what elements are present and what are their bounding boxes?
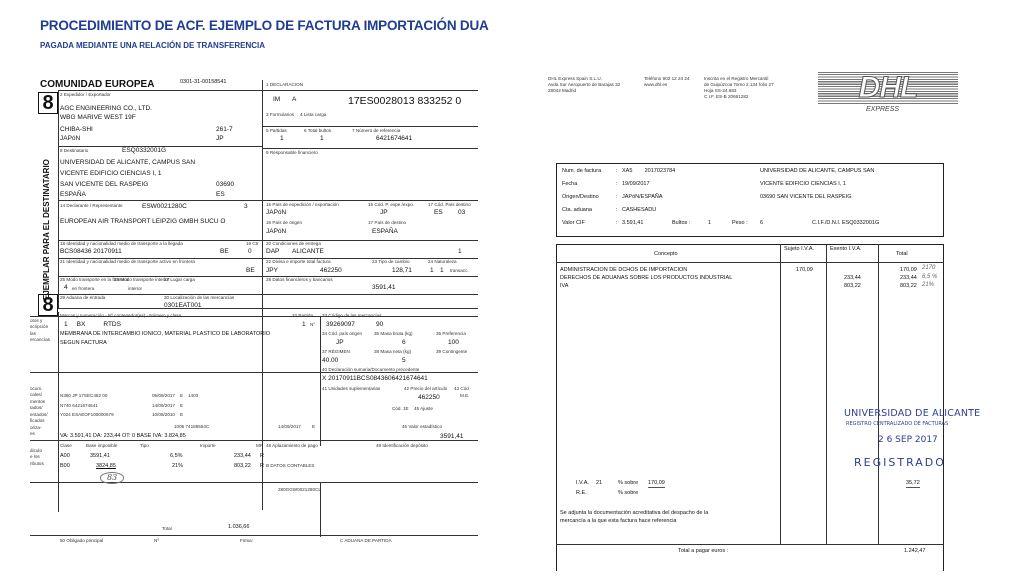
sup-units-label: 41 Unidades suplementarias — [322, 386, 381, 391]
nature-label: 24 Naturaleza — [428, 259, 457, 264]
exporter-line-1: AGC ENGINEERING CO., LTD. — [60, 105, 152, 112]
dhl-invoice-date: 19/09/2017 — [622, 181, 650, 187]
orig-code-label: 34 Cód. país origen — [322, 331, 363, 336]
doc-date: 14/09/2017 — [278, 424, 301, 429]
doc-row-2-e: E — [180, 403, 184, 408]
dhl-contact-2: www.dhl.es — [644, 82, 668, 87]
delivery-terms: DAP — [266, 248, 280, 255]
goods-description-2: SEGUN FACTURA — [60, 340, 107, 346]
fam-value: 1 — [280, 135, 284, 142]
exporter-label: 2 Expedidor / Exportador — [60, 92, 111, 97]
declarante-id: ESW0021280C — [142, 203, 187, 210]
dhl-re-label: R.E. — [576, 490, 587, 496]
dhl-concept-2-total: 233,44 — [900, 275, 917, 281]
dhl-info-box — [556, 163, 944, 237]
dhl-company-1: DHL Express Spain S.L.U. — [548, 76, 602, 81]
marks-label: Marcas y numeración - Nº contenedor(es) - Número y clase — [60, 313, 182, 318]
va-line: VA: 3.591,41 DA: 233,44 OT: 0 BASE IVA: 3.824,85 — [60, 433, 186, 439]
signature-label: Firma: — [240, 538, 254, 543]
tax-row-2-amount: 803,22 — [234, 463, 251, 469]
tax-row-1-amount: 233,44 — [234, 453, 251, 459]
refno-label: 7 Número de referencia — [352, 128, 401, 133]
dhl-registry-4: C.I.F. ES-B 20661282 — [704, 94, 749, 99]
accounting-value: 280GGW0021280CL — [278, 487, 321, 492]
prev-doc-value: X 20170911BCS0843606421674641 — [322, 375, 428, 382]
goods-side-label: otos y scripción las ercancías — [30, 318, 50, 343]
dhl-col-exento: Exento I.V.A. — [830, 246, 862, 252]
tax-row-1-mp: R — [260, 453, 264, 459]
tax-row-1-class: A00 — [60, 453, 70, 459]
tax-header-amount: Importe — [200, 443, 216, 448]
dhl-peso-value: 6 — [760, 220, 764, 226]
dhl-cif-label: Valor CIF — [562, 220, 585, 226]
destinatario-postal: 03690 — [216, 181, 235, 188]
tax-header-base: Base imponible — [86, 443, 118, 448]
dhl-logo: DHL — [818, 72, 958, 104]
dhl-total-value: 1.242,47 — [904, 548, 926, 554]
dhl-contact-1: Teléfono 902 12 24 24 — [644, 76, 690, 81]
mode-border-value: 4 — [64, 284, 68, 291]
price-label: 42 Precio del artículo — [404, 386, 448, 391]
dhl-iva-label: I.V.A. — [576, 480, 589, 486]
dhl-company-3: 28042 Madrid — [548, 88, 577, 93]
doc-row-1-extra: 1403 — [188, 393, 199, 398]
dhl-origin-destination: JAPóN/ESPAÑA — [622, 194, 663, 200]
cod-vm-label: Cód. 1E — [392, 406, 409, 411]
forms-label: 3 Formularios — [266, 112, 295, 117]
delivery-n: 1 — [458, 248, 462, 255]
dhl-col-sujeto: Sujeto I.V.A. — [784, 246, 815, 252]
dhl-concept-2-desc: DERECHOS DE ADUANAS SOBRE LOS PRODUCTOS INDUSTRIAL — [560, 275, 733, 281]
quota-label: 39 Contingente — [436, 349, 468, 354]
dhl-registry-1: Inscrita en el Registro Mercantil — [704, 76, 769, 81]
dhl-concept-1-sujeto: 170,09 — [796, 267, 813, 273]
dhl-cif-value: 3.591,41 — [622, 220, 644, 226]
tax-row-1-base: 3591,41 — [90, 453, 110, 459]
mode-int-value: interior — [128, 286, 143, 291]
transport-be: BE — [220, 248, 229, 255]
dua-heading: COMUNIDAD EUROPEA — [40, 79, 155, 90]
item-n: N° — [310, 322, 316, 327]
exporter-line-3: CHIBA-SHI — [60, 126, 93, 133]
margin-note-2: 6,5 % — [922, 274, 938, 280]
respfin-label: 9 Responsable financiero — [266, 150, 318, 155]
customs-label: C ADUANA DE PARTIDA — [340, 538, 392, 543]
dhl-company-2: Avda Sur Aeropuerto de Barajas 32 — [548, 82, 621, 87]
destcountry-label: 17 País de destino — [368, 220, 407, 225]
tax-row-2-mp: R — [260, 463, 264, 469]
dhl-invoice-number: XA5 2017023784 — [622, 168, 676, 174]
destinatario-line-2: VICENTE EDIFICIO CIENCIAS I, 1 — [60, 170, 162, 177]
doc-row-3-date: 10/08/2010 — [152, 412, 175, 417]
dhl-col-total: Total — [896, 251, 908, 257]
dhl-client-1: UNIVERSIDAD DE ALICANTE, CAMPUS SAN — [760, 168, 875, 174]
tax-header-mp: MP — [256, 443, 263, 448]
dua-copy-number: 8 — [38, 92, 58, 114]
net-value: 5 — [402, 357, 406, 364]
dua-vertical-label: EJEMPLAR PARA EL DESTINATARIO — [42, 159, 51, 300]
page-subtitle: PAGADA MEDIANTE UNA RELACIÓN DE TRANSFERENCIA — [40, 41, 266, 50]
exporter-line-2: WBG MARIVE WEST 19F — [60, 114, 136, 121]
bultos-description: 1 BX RTDS — [64, 321, 121, 328]
delivery-label: 20 Condiciones de entrega — [266, 241, 321, 246]
doc-row-1-ref: N380 JP 17SEC482 00 — [60, 393, 108, 398]
transport-active-label: 21 Identidad y nacionalidad medio de transporte activo en frontera — [60, 259, 195, 264]
accounting-label: B DATOS CONTABLES — [266, 463, 315, 468]
stamp-date: 2 6 SEP 2017 — [878, 435, 938, 445]
dhl-field-3-label: Origen/Destino — [562, 194, 599, 200]
payment-label: 48 Aplazamiento de pago — [266, 443, 318, 448]
mode-border-text: en frontera — [72, 286, 95, 291]
rate-label: 23 Tipo de cambio — [372, 259, 410, 264]
destinatario-country: ES — [216, 191, 225, 198]
gross-label: 35 Masa bruta (kg) — [374, 331, 413, 336]
doc-row-1-e: E — [180, 393, 184, 398]
transport-active-be: BE — [246, 267, 255, 274]
dhl-field-4-label: Cta. aduana — [562, 207, 592, 213]
exporter-line-4: JAPóN — [60, 135, 81, 142]
destinatario-line-1: UNIVERSIDAD DE ALICANTE, CAMPUS SAN — [60, 159, 196, 166]
nature-value-2: 1 — [440, 267, 444, 274]
stamp-university: UNIVERSIDAD DE ALICANTE — [844, 408, 981, 419]
invoice-total: 462250 — [320, 267, 342, 274]
exporter-postal: 261-7 — [216, 126, 233, 133]
principal-label: 50 Obligado principal — [60, 538, 104, 543]
hs-code-2: 90 — [376, 321, 384, 328]
dhl-bultos-value: 1 — [708, 220, 712, 226]
dhl-note-1: Se adjunta la documentación acreditativa del despacho de la — [560, 510, 709, 516]
transport-id-label: 18 Identidad y nacionalidad medio de transporte a la llegada — [60, 241, 183, 246]
entry-label: 29 Aduana de entrada — [60, 295, 106, 300]
dhl-re-sobre: % sobre — [618, 490, 639, 496]
fin-value: 3591,41 — [372, 284, 396, 291]
refno-value: 6421674641 — [376, 135, 413, 142]
box1-a: A — [292, 96, 297, 103]
hs-code: 39269097 — [326, 321, 355, 328]
stamp-status: REGISTRADO — [854, 456, 946, 469]
fin-label: 28 Datos financieros y bancarios — [266, 277, 333, 282]
dhl-iva-amount: 35,72 — [906, 480, 920, 486]
origin-value: JAPóN — [266, 228, 287, 235]
mode-border-label: 25 Modo transporte en la frontera — [60, 277, 129, 282]
dhl-registry-2: de Guipúzcoa Tomo 2.134 folio 27 — [704, 82, 774, 87]
dhl-note-2: mercancía a la que esta factura hace referencia — [560, 518, 677, 524]
dua-top-code: 0301-31-00158541 — [180, 79, 227, 85]
adj-label: 45 Ajuste — [414, 406, 433, 411]
cod-exp-value: JP — [380, 209, 388, 216]
doc-row-3-e: E — [180, 412, 184, 417]
location-value: 0301EAT001 — [164, 302, 202, 309]
page-title: PROCEDIMIENTO DE ACF. EJEMPLO DE FACTURA IMPORTACIÓN DUA — [40, 18, 489, 33]
destinatario-line-3: SAN VICENTE DEL RASPEIG — [60, 181, 149, 188]
dhl-field-2-label: Fecha — [562, 181, 578, 187]
dhl-concept-3-total: 803,22 — [900, 283, 917, 289]
ctr-label: 19 Ctr — [246, 241, 259, 246]
dhl-concept-1-total: 170,09 — [900, 267, 917, 273]
hs-label: 33 Código de las mercancías — [322, 313, 382, 318]
me-value: M.E. — [460, 393, 470, 398]
dhl-total-label: Total a pagar euros : — [678, 548, 729, 554]
regime-value: 40.00 — [322, 357, 339, 364]
tax-row-1-type: 6,5% — [170, 453, 183, 459]
tax-row-2-class: B00 — [60, 463, 70, 469]
doc-row-2-date: 14/09/2017 — [152, 403, 175, 408]
docs-side-label: ocum. cales/ mentos tados/ entados/ ficados oriza- es — [30, 386, 48, 436]
stat-value: 3591,41 — [440, 433, 464, 440]
tax-header-type: Tipo — [140, 443, 149, 448]
dhl-logo-sub: EXPRESS — [866, 106, 900, 113]
dhl-iva-base: 170,09 — [648, 480, 665, 486]
goods-description: MEMBRANA DE INTERCAMBIO IONICO, MATERIAL PLASTICO DE LABORATORIO — [60, 331, 271, 337]
dhl-col-concepto: Concepto — [654, 251, 678, 257]
doc-code: 1005 74185554C — [174, 424, 210, 429]
dua-copy-number-2: 8 — [38, 294, 58, 316]
box1-im: IM — [273, 96, 281, 103]
nature-value: 1 — [430, 267, 434, 274]
item-value: 1 — [302, 321, 306, 328]
declarante-label: 14 Declarante / Representante — [60, 203, 123, 208]
declarante-name: EUROPEAN AIR TRANSPORT LEIPZIG GMBH SUCU O — [60, 218, 226, 225]
tax-row-2-base: 3824,85 — [96, 463, 116, 469]
origin-label: 16 País de origen — [266, 220, 303, 225]
warehouse-label: 49 Identificación depósito — [376, 443, 428, 448]
bultos-value: 1 — [320, 135, 324, 142]
cod-exp-label: 15 Cód. P. expe./expo. — [368, 202, 415, 207]
location-label: 30 Localización de las mercancías — [164, 295, 235, 300]
doc-row-1-date: 05/09/2017 — [152, 393, 175, 398]
orig-code: JP — [336, 339, 344, 346]
box1-label: 1 DECLARACION — [266, 82, 304, 87]
dhl-client-3: 03690 SAN VICENTE DEL RASPEIG — [760, 194, 852, 200]
dhl-concept-1-desc: ADMINISTRACION DE DCHOS DE IMPORTACION — [560, 267, 688, 273]
dhl-iva-rate: 21 — [596, 480, 603, 486]
doc-e: E — [312, 424, 316, 429]
dhl-nif: C.I.F./D.N.I. ESQ0332001G — [812, 220, 880, 226]
transport-id: BCS08436 20170911 — [60, 248, 122, 255]
dhl-concept-3-exento: 803,22 — [844, 283, 861, 289]
pref-label: 36 Preferencia — [436, 331, 466, 336]
nature-tr: transacc. — [450, 268, 469, 273]
tax-total-value: 1.036,66 — [228, 524, 250, 530]
dhl-invoice: DHL Express Spain S.L.U. Avda Sur Aeropuerto de Barajas 32 28042 Madrid Teléfono 902 12 24 24 www.dhl.es Inscrita en el Registro Mercantil de Guipúzcoa Tomo 2.134 folio 27 Hoja SS-24.683 C.I.F. ES-B 20661282 DHL EXPRESS Num. de factura : XA5 2017023784 Fecha : 19/09/2017 Origen/Destino : JAPóN/ESPAÑA Cta. aduana : CASHESADU Valor CIF : 3.591,41 Bultos : 1 Peso : 6 UNIVERSIDAD DE ALICANTE, CAMPUS SAN VICENTE EDIFICIO CIENCIAS I, 1 03690 SAN VICENTE DEL RASPEIG C.I.F./D.N.I. ESQ0332001G Concepto Sujeto I.V.A. Exento I.V.A. Total ADMINISTRACION DE DCHOS DE IMPORTACION 170,09 170,09 DERECHOS DE ADUANAS SOBRE LOS PRODUCTOS INDUSTRIAL 233,44 233,44 IVA 803,22 803,22 2170 6,5 % 21% I.V.A. 21 % sobre 170,09 35,72 R.E. % sobre Se adjunta la documentación acreditativa del despacho de la mercancía a la que esta factura hace referencia Total a pagar euros : 1.242,47 UNIVERSIDAD DE ALICANTE REGISTRO CENTRALIZADO DE FACTURAS 2 6 SEP 2017 REGISTRADO — [548, 70, 998, 570]
dhl-registry-3: Hoja SS-24.683 — [704, 88, 737, 93]
currency: JPY — [266, 267, 278, 274]
currency-label: 22 Divisa e importe total factura — [266, 259, 331, 264]
handwritten-note: 83 — [100, 472, 124, 484]
dhl-bultos-label: Bultos : — [672, 220, 691, 226]
mode-int-label: 26 Modo transporte interior — [114, 277, 170, 282]
cod-dest-label: 17 Cód. País destino — [428, 202, 471, 207]
cod-dest-value-2: 03 — [458, 209, 466, 216]
doc-row-3-ref: Y024 ESAEOF100000679 — [60, 412, 114, 417]
net-label: 38 Masa neta (kg) — [374, 349, 412, 354]
lists-label: 4 Lista carga — [300, 112, 327, 117]
prev-doc-label: 40 Declaración sumaria/Documento precedente — [322, 367, 420, 372]
exp-country-value: JAPóN — [266, 209, 287, 216]
destinatario-label: 8 Destinatario — [60, 148, 89, 153]
destcountry-value: ESPAÑA — [372, 228, 398, 235]
ctr-value: 0 — [248, 248, 252, 255]
cod-dest-value: ES — [434, 209, 443, 216]
bultos-label: 6 Total bultos — [304, 128, 331, 133]
dhl-client-2: VICENTE EDIFICIO CIENCIAS I, 1 — [760, 181, 846, 187]
tax-row-2-type: 21% — [172, 463, 184, 469]
item-label: 32 Partida — [292, 313, 313, 318]
dhl-iva-sobre: % sobre — [618, 480, 639, 486]
principal-n: Nº — [154, 538, 159, 543]
tax-header-class: Clase — [60, 443, 72, 448]
declaration-ref-number: 17ES0028013 833252 0 — [348, 95, 462, 107]
fam-label: 5 Partidas — [266, 128, 287, 133]
rate-value: 128,71 — [392, 267, 412, 274]
exp-country-label: 15 País de expedición / exportación — [266, 202, 339, 207]
pref-value: 100 — [448, 339, 459, 346]
destinatario-line-4: ESPAÑA — [60, 191, 86, 198]
exporter-country: JP — [216, 135, 224, 142]
price-value: 462250 — [418, 394, 440, 401]
calc-side-label: álculo e los ributos — [30, 448, 44, 466]
dhl-customs-account: CASHESADU — [622, 207, 657, 213]
stat-label: 46 Valor estadístico — [402, 424, 443, 429]
regime-label: 37 RÉGIMEN — [322, 349, 350, 354]
dhl-peso-label: Peso : — [732, 220, 748, 226]
me-label: 43 Cód — [454, 386, 469, 391]
dhl-field-1-label: Num. de factura — [562, 168, 602, 174]
dua-document — [30, 70, 482, 570]
destinatario-id: ESQ0332001G — [122, 147, 167, 154]
doc-row-2-ref: N740 6421674641 — [60, 403, 98, 408]
margin-note-1: 2170 — [922, 265, 936, 271]
margin-note-3: 21% — [922, 282, 935, 288]
stamp-registry: REGISTRO CENTRALIZADO DE FACTURAS — [846, 421, 949, 427]
dhl-concept-2-exento: 233,44 — [844, 275, 861, 281]
delivery-place: ALICANTE — [292, 248, 324, 255]
gross-value: 6 — [402, 339, 406, 346]
dhl-concept-3-desc: IVA — [560, 283, 569, 289]
declarante-num: 3 — [244, 203, 248, 210]
tax-total-label: Total — [162, 526, 172, 531]
load-label: 27 Lugar carga — [164, 277, 195, 282]
